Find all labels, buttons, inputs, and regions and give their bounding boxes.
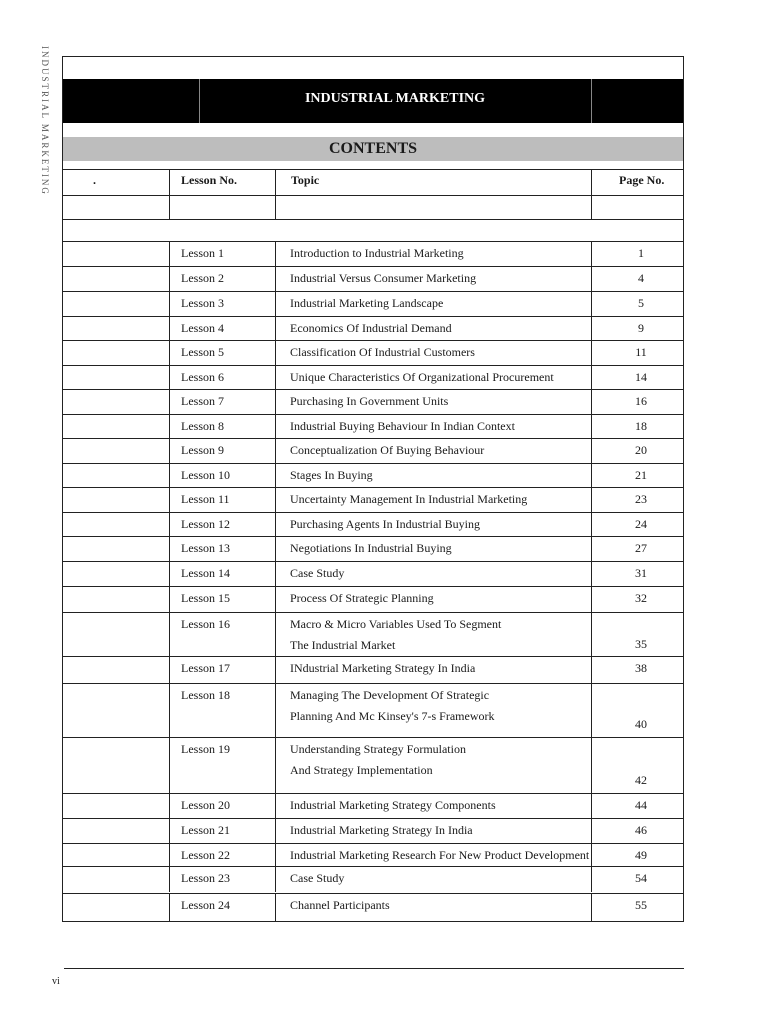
- lesson-topic: Understanding Strategy Formulation: [290, 742, 466, 756]
- col-divider: [275, 487, 276, 513]
- lesson-number: Lesson 5: [181, 345, 224, 359]
- rule: [63, 169, 683, 170]
- col-divider: [275, 414, 276, 440]
- lesson-topic: Negotiations In Industrial Buying: [290, 541, 452, 555]
- col-divider: [169, 893, 170, 921]
- lesson-number: Lesson 14: [181, 566, 230, 580]
- lesson-number: Lesson 1: [181, 246, 224, 260]
- page-number-cell: 44: [635, 798, 647, 812]
- col-divider: [169, 656, 170, 683]
- lesson-topic: Purchasing In Government Units: [290, 394, 449, 408]
- running-header-vertical: INDUSTRIAL MARKETING: [40, 46, 50, 196]
- col-divider: [169, 487, 170, 513]
- col-divider: [591, 169, 592, 219]
- lesson-topic: The Industrial Market: [290, 638, 396, 652]
- lesson-number: Lesson 17: [181, 661, 230, 675]
- col-divider: [275, 365, 276, 391]
- row-rule: [63, 737, 683, 738]
- col-divider: [169, 512, 170, 538]
- lesson-topic: Classification Of Industrial Customers: [290, 345, 475, 359]
- col-divider: [169, 818, 170, 844]
- lesson-topic: Industrial Buying Behaviour In Indian Context: [290, 419, 515, 433]
- col-divider: [591, 340, 592, 366]
- row-rule: [63, 512, 683, 513]
- col-divider: [169, 866, 170, 892]
- row-rule: [63, 893, 683, 894]
- page-number-cell: 1: [638, 246, 644, 260]
- lesson-topic: Channel Participants: [290, 898, 390, 912]
- lesson-number: Lesson 24: [181, 898, 230, 912]
- col-divider: [169, 683, 170, 737]
- col-divider: [275, 893, 276, 921]
- lesson-topic: Purchasing Agents In Industrial Buying: [290, 517, 480, 531]
- page-number-cell: 20: [635, 443, 647, 457]
- lesson-number: Lesson 19: [181, 742, 230, 756]
- lesson-number: Lesson 8: [181, 419, 224, 433]
- col-divider: [591, 561, 592, 587]
- col-divider: [275, 561, 276, 587]
- col-divider: [275, 843, 276, 867]
- lesson-topic: Process Of Strategic Planning: [290, 591, 434, 605]
- col-divider: [275, 737, 276, 793]
- page-number-cell: 18: [635, 419, 647, 433]
- rule: [63, 219, 683, 220]
- col-divider: [591, 818, 592, 844]
- row-rule: [63, 866, 683, 867]
- lesson-topic: INdustrial Marketing Strategy In India: [290, 661, 476, 675]
- lesson-topic: Stages In Buying: [290, 468, 373, 482]
- lesson-topic: Planning And Mc Kinsey's 7-s Framework: [290, 709, 495, 723]
- col-divider: [275, 389, 276, 415]
- col-divider: [591, 487, 592, 513]
- lesson-topic: Industrial Marketing Landscape: [290, 296, 444, 310]
- page-number-cell: 31: [635, 566, 647, 580]
- footer-rule: [64, 968, 684, 969]
- lesson-number: Lesson 7: [181, 394, 224, 408]
- lesson-topic: Case Study: [290, 566, 345, 580]
- header-page-no: Page No.: [619, 173, 665, 187]
- col-divider: [591, 463, 592, 489]
- page-number-cell: 21: [635, 468, 647, 482]
- page-number-cell: 40: [635, 717, 647, 731]
- contents-table: [62, 56, 684, 922]
- col-divider: [169, 793, 170, 819]
- row-rule: [63, 793, 683, 794]
- page-number-cell: 9: [638, 321, 644, 335]
- page-number-cell: 32: [635, 591, 647, 605]
- lesson-topic: And Strategy Implementation: [290, 763, 433, 777]
- page-number-cell: 23: [635, 492, 647, 506]
- col-divider: [169, 536, 170, 562]
- col-divider: [275, 612, 276, 657]
- page-number-cell: 49: [635, 848, 647, 862]
- row-rule: [63, 316, 683, 317]
- row-rule: [63, 487, 683, 488]
- col-divider: [591, 612, 592, 657]
- row-rule: [63, 389, 683, 390]
- col-divider: [591, 291, 592, 317]
- col-divider: [591, 737, 592, 793]
- col-divider: [275, 316, 276, 342]
- col-divider: [591, 389, 592, 415]
- col-divider: [169, 843, 170, 867]
- page-number-cell: 55: [635, 898, 647, 912]
- row-rule: [63, 561, 683, 562]
- col-divider: [275, 512, 276, 538]
- lesson-topic: Industrial Versus Consumer Marketing: [290, 271, 477, 285]
- lesson-topic: Industrial Marketing Strategy Components: [290, 798, 496, 812]
- col-divider: [275, 586, 276, 612]
- col-divider: [591, 843, 592, 867]
- col-divider: [169, 340, 170, 366]
- col-divider: [169, 612, 170, 657]
- col-divider: [169, 586, 170, 612]
- lesson-topic: Unique Characteristics Of Organizational Procurement: [290, 370, 554, 384]
- col-divider: [275, 463, 276, 489]
- row-rule: [63, 536, 683, 537]
- col-divider: [169, 365, 170, 391]
- row-rule: [63, 365, 683, 366]
- row-rule: [63, 241, 683, 242]
- lesson-number: Lesson 6: [181, 370, 224, 384]
- col-divider: [169, 463, 170, 489]
- col-divider: [169, 389, 170, 415]
- col-divider: [169, 241, 170, 267]
- col-divider: [169, 316, 170, 342]
- header-col0: .: [93, 173, 96, 187]
- lesson-number: Lesson 15: [181, 591, 230, 605]
- lesson-number: Lesson 11: [181, 492, 230, 506]
- col-divider: [275, 818, 276, 844]
- row-rule: [63, 843, 683, 844]
- row-rule: [63, 266, 683, 267]
- lesson-topic: Industrial Marketing Research For New Product Development: [290, 848, 590, 862]
- col-divider: [275, 656, 276, 683]
- lesson-topic: Managing The Development Of Strategic: [290, 688, 490, 702]
- lesson-number: Lesson 4: [181, 321, 224, 335]
- title-bar: [63, 79, 683, 123]
- col-divider: [169, 561, 170, 587]
- lesson-topic: Macro & Micro Variables Used To Segment: [290, 617, 502, 631]
- col-divider: [591, 683, 592, 737]
- lesson-topic: Conceptualization Of Buying Behaviour: [290, 443, 485, 457]
- col-divider: [169, 291, 170, 317]
- page-number-cell: 5: [638, 296, 644, 310]
- col-divider: [275, 793, 276, 819]
- lesson-number: Lesson 20: [181, 798, 230, 812]
- col-divider: [169, 414, 170, 440]
- row-rule: [63, 921, 683, 922]
- col-divider: [169, 169, 170, 219]
- page-number-cell: 38: [635, 661, 647, 675]
- col-divider: [275, 266, 276, 292]
- col-divider: [591, 414, 592, 440]
- lesson-topic: Introduction to Industrial Marketing: [290, 246, 464, 260]
- row-rule: [63, 586, 683, 587]
- page-number-cell: 27: [635, 541, 647, 555]
- page-number-cell: 46: [635, 823, 647, 837]
- header-topic: Topic: [291, 173, 320, 187]
- page-number-cell: 42: [635, 773, 647, 787]
- page-number-cell: 14: [635, 370, 647, 384]
- lesson-number: Lesson 13: [181, 541, 230, 555]
- page-number-cell: 4: [638, 271, 644, 285]
- col-divider: [591, 893, 592, 921]
- lesson-number: Lesson 2: [181, 271, 224, 285]
- page-number-cell: 11: [635, 345, 647, 359]
- col-divider: [275, 438, 276, 464]
- lesson-number: Lesson 18: [181, 688, 230, 702]
- header-lesson-no: Lesson No.: [181, 173, 238, 187]
- row-rule: [63, 818, 683, 819]
- col-divider: [591, 793, 592, 819]
- row-rule: [63, 438, 683, 439]
- col-divider: [275, 866, 276, 892]
- title-divider: [591, 79, 592, 123]
- col-divider: [275, 291, 276, 317]
- page-number-cell: 16: [635, 394, 647, 408]
- col-divider: [591, 536, 592, 562]
- col-divider: [275, 340, 276, 366]
- lesson-topic: Uncertainty Management In Industrial Marketing: [290, 492, 528, 506]
- lesson-number: Lesson 23: [181, 871, 230, 885]
- col-divider: [275, 169, 276, 219]
- col-divider: [591, 866, 592, 892]
- col-divider: [591, 365, 592, 391]
- row-rule: [63, 414, 683, 415]
- lesson-number: Lesson 12: [181, 517, 230, 531]
- col-divider: [591, 586, 592, 612]
- page-number-cell: 54: [635, 871, 647, 885]
- row-rule: [63, 291, 683, 292]
- col-divider: [169, 737, 170, 793]
- col-divider: [591, 656, 592, 683]
- row-rule: [63, 656, 683, 657]
- lesson-number: Lesson 22: [181, 848, 230, 862]
- lesson-number: Lesson 9: [181, 443, 224, 457]
- rule: [63, 195, 683, 196]
- col-divider: [591, 512, 592, 538]
- col-divider: [169, 438, 170, 464]
- lesson-topic: Economics Of Industrial Demand: [290, 321, 452, 335]
- row-rule: [63, 612, 683, 613]
- col-divider: [169, 266, 170, 292]
- lesson-topic: Case Study: [290, 871, 345, 885]
- col-divider: [275, 683, 276, 737]
- col-divider: [591, 316, 592, 342]
- page-number: vi: [52, 976, 60, 987]
- col-divider: [275, 536, 276, 562]
- col-divider: [591, 438, 592, 464]
- page-number-cell: 24: [635, 517, 647, 531]
- document-title: INDUSTRIAL MARKETING: [304, 91, 486, 106]
- page-number-cell: 35: [635, 637, 647, 651]
- col-divider: [591, 241, 592, 267]
- contents-heading: CONTENTS: [63, 137, 683, 161]
- col-divider: [275, 241, 276, 267]
- row-rule: [63, 463, 683, 464]
- col-divider: [591, 266, 592, 292]
- lesson-number: Lesson 16: [181, 617, 230, 631]
- row-rule: [63, 683, 683, 684]
- row-rule: [63, 340, 683, 341]
- lesson-number: Lesson 21: [181, 823, 230, 837]
- lesson-topic: Industrial Marketing Strategy In India: [290, 823, 473, 837]
- lesson-number: Lesson 3: [181, 296, 224, 310]
- lesson-number: Lesson 10: [181, 468, 230, 482]
